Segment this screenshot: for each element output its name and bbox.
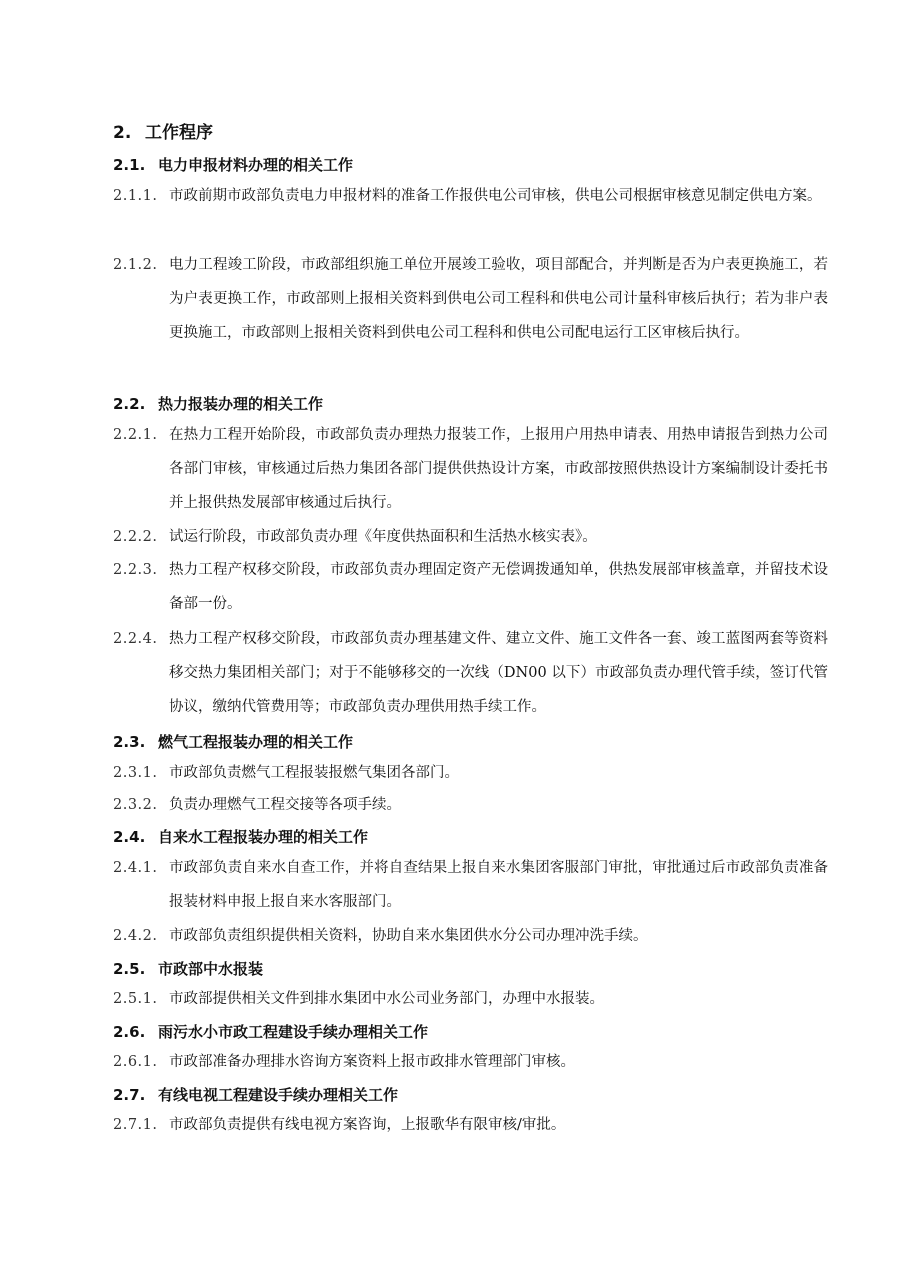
list-item-2-1-1 [113,179,828,213]
section-number: 2. [113,123,132,143]
subsection-title: 电力申报材料办理的相关工作 [158,156,354,174]
list-item-2-2-1 [113,418,828,520]
subsection-number: 2.4. [113,828,146,846]
item-number: 2.1.1. [113,188,158,204]
subsection-heading-2-6 [113,1021,428,1042]
item-number: 2.2.3. [113,562,158,578]
subsection-heading-2-3 [113,731,353,752]
item-number: 2.2.2. [113,529,158,545]
subsection-heading-2-5 [113,958,263,979]
list-item-2-3-2 [113,788,828,822]
subsection-number: 2.7. [113,1086,146,1104]
list-item-2-2-3 [113,553,828,621]
section-heading [113,118,213,143]
subsection-number: 2.6. [113,1023,146,1041]
list-item-2-7-1 [113,1108,828,1142]
section-title: 工作程序 [145,123,213,143]
item-number: 2.2.1. [113,427,158,443]
subsection-heading-2-4 [113,826,368,847]
item-text: 热力工程产权移交阶段，市政部负责办理固定资产无偿调拨通知单，供热发展部审核盖章，并留技术设备部一份。 [169,562,828,612]
item-number: 2.4.1. [113,860,158,876]
item-text: 市政部负责组织提供相关资料，协助自来水集团供水分公司办理冲洗手续。 [169,928,648,944]
list-item-2-4-1 [113,851,828,919]
item-text: 市政前期市政部负责电力申报材料的准备工作报供电公司审核，供电公司根据审核意见制定供电方案。 [169,188,822,204]
item-text: 市政部提供相关文件到排水集团中水公司业务部门，办理中水报装。 [169,991,604,1007]
subsection-title: 市政部中水报装 [158,960,264,978]
subsection-title: 热力报装办理的相关工作 [158,395,324,413]
subsection-title: 自来水工程报装办理的相关工作 [158,828,369,846]
item-text: 市政部负责自来水自查工作，并将自查结果上报自来水集团客服部门审批，审批通过后市政部负责准备报装材料申报上报自来水客服部门。 [169,860,828,910]
list-item-2-6-1 [113,1045,828,1079]
list-item-2-3-1 [113,756,828,790]
item-text: 电力工程竣工阶段，市政部组织施工单位开展竣工验收，项目部配合，并判断是否为户表更换施工，若为户表更换工作，市政部则上报相关资料到供电公司工程科和供电公司计量科审核后执行；若为非户表更换施工，市政部则上报相关资料到供电公司工程科和供电公司配电运行工区审核后执行。 [169,257,828,341]
item-text: 负责办理燃气工程交接等各项手续。 [169,797,401,813]
item-number: 2.6.1. [113,1054,158,1070]
item-number: 2.7.1. [113,1117,158,1133]
subsection-number: 2.5. [113,960,146,978]
item-number: 2.3.1. [113,765,158,781]
subsection-title: 有线电视工程建设手续办理相关工作 [158,1086,399,1104]
subsection-title: 雨污水小市政工程建设手续办理相关工作 [158,1023,429,1041]
item-text: 市政部准备办理排水咨询方案资料上报市政排水管理部门审核。 [169,1054,575,1070]
subsection-number: 2.1. [113,156,146,174]
list-item-2-2-4 [113,622,828,724]
item-text: 市政部负责提供有线电视方案咨询，上报歌华有限审核/审批。 [169,1117,566,1133]
subsection-heading-2-7 [113,1084,398,1105]
item-text: 在热力工程开始阶段，市政部负责办理热力报装工作，上报用户用热申请表、用热申请报告到热力公司各部门审核，审核通过后热力集团各部门提供供热设计方案，市政部按照供热设计方案编制设计委托书并上报供热发展部审核通过后执行。 [169,427,828,511]
item-number: 2.4.2. [113,928,158,944]
list-item-2-2-2 [113,520,828,554]
item-number: 2.1.2. [113,257,158,273]
subsection-title: 燃气工程报装办理的相关工作 [158,733,354,751]
item-number: 2.3.2. [113,797,158,813]
item-number: 2.5.1. [113,991,158,1007]
list-item-2-5-1 [113,982,828,1016]
subsection-heading-2-1 [113,154,353,175]
item-text: 市政部负责燃气工程报装报燃气集团各部门。 [169,765,459,781]
subsection-number: 2.2. [113,395,146,413]
item-text: 热力工程产权移交阶段，市政部负责办理基建文件、建立文件、施工文件各一套、竣工蓝图两套等资料移交热力集团相关部门；对于不能够移交的一次线（DN00 以下）市政部负责办理代管手续，签订代管协议，缴纳代管费用等；市政部负责办理供用热手续工作。 [169,631,828,715]
subsection-heading-2-2 [113,393,323,414]
item-number: 2.2.4. [113,631,158,647]
subsection-number: 2.3. [113,733,146,751]
item-text: 试运行阶段，市政部负责办理《年度供热面积和生活热水核实表》。 [169,529,597,545]
list-item-2-4-2 [113,919,828,953]
list-item-2-1-2 [113,248,828,350]
